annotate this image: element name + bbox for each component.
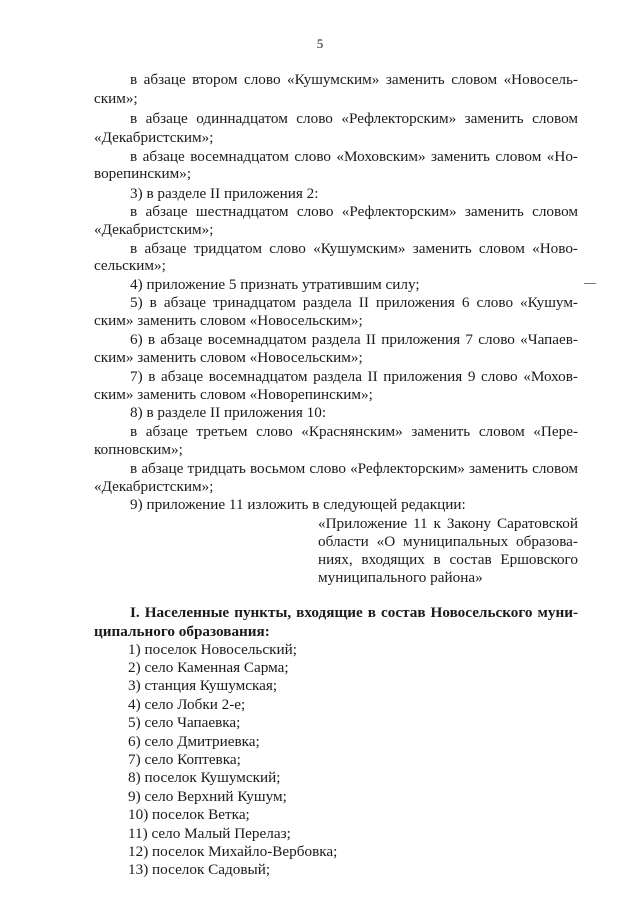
text-line: 3) в разделе II приложения 2: — [130, 185, 319, 202]
appendix-header-line: «Приложение 11 к Закону Саратовской — [318, 515, 578, 532]
settlement-item: 3) станция Кушумская; — [128, 677, 278, 694]
text-line: 6) в абзаце восемнадцатом раздела II приложения 7 слово «Чапаев- — [130, 331, 578, 348]
settlement-item: 11) село Малый Перелаз; — [128, 825, 291, 842]
settlement-item: 6) село Дмитриевка; — [128, 733, 260, 750]
text-line: 5) в абзаце тринадцатом раздела II приложения 6 слово «Кушум- — [130, 294, 578, 311]
settlement-item: 9) село Верхний Кушум; — [128, 788, 287, 805]
text-line: ским» заменить словом «Новосельским»; — [94, 349, 363, 366]
text-line: 7) в абзаце восемнадцатом раздела II приложения 9 слово «Мохов- — [130, 368, 578, 385]
text-line: в абзаце втором слово «Кушумским» заменить словом «Новосель- — [130, 71, 578, 88]
page-number: 5 — [316, 36, 324, 51]
settlement-item: 10) поселок Ветка; — [128, 806, 250, 823]
text-line: 8) в разделе II приложения 10: — [130, 404, 327, 421]
settlement-item: 2) село Каменная Сарма; — [128, 659, 289, 676]
text-line: в абзаце восемнадцатом слово «Моховским» заменить словом «Но- — [130, 148, 578, 165]
text-line: 4) приложение 5 признать утратившим силу; — [130, 276, 420, 293]
scan-mark — [584, 283, 596, 284]
section-heading: I. Населенные пункты, входящие в состав Новосельского муни- — [130, 604, 578, 621]
settlement-item: 5) село Чапаевка; — [128, 714, 241, 731]
appendix-header-line: ниях, входящих в состав Ершовского — [318, 551, 578, 568]
text-line: ским» заменить словом «Новосельским»; — [94, 312, 363, 329]
settlement-item: 8) поселок Кушумский; — [128, 769, 281, 786]
text-line: в абзаце одиннадцатом слово «Рефлекторским» заменить словом — [130, 110, 578, 127]
appendix-header-line: муниципального района» — [318, 569, 483, 586]
appendix-header-line: области «О муниципальных образова- — [318, 533, 578, 550]
settlement-item: 7) село Коптевка; — [128, 751, 241, 768]
text-line: ским»; — [94, 90, 138, 107]
text-line: в абзаце тридцать восьмом слово «Рефлекторским» заменить словом — [130, 460, 578, 477]
text-line: в абзаце шестнадцатом слово «Рефлекторским» заменить словом — [130, 203, 578, 220]
text-line: в абзаце третьем слово «Краснянским» заменить словом «Пере- — [130, 423, 578, 440]
text-line: «Декабристским»; — [94, 478, 214, 495]
settlement-item: 1) поселок Новосельский; — [128, 641, 297, 658]
text-line: ворепинским»; — [94, 165, 192, 182]
text-line: копновским»; — [94, 441, 183, 458]
settlement-item: 12) поселок Михайло-Вербовка; — [128, 843, 338, 860]
settlement-item: 4) село Лобки 2-е; — [128, 696, 246, 713]
text-line: сельским»; — [94, 257, 166, 274]
text-line: ским» заменить словом «Новорепинским»; — [94, 386, 373, 403]
text-line: «Декабристским»; — [94, 129, 214, 146]
text-line: в абзаце тридцатом слово «Кушумским» заменить словом «Ново- — [130, 240, 578, 257]
text-line: «Декабристским»; — [94, 221, 214, 238]
text-line: 9) приложение 11 изложить в следующей редакции: — [130, 496, 466, 513]
section-heading: ципального образования: — [94, 623, 270, 640]
settlement-item: 13) поселок Садовый; — [128, 861, 271, 878]
